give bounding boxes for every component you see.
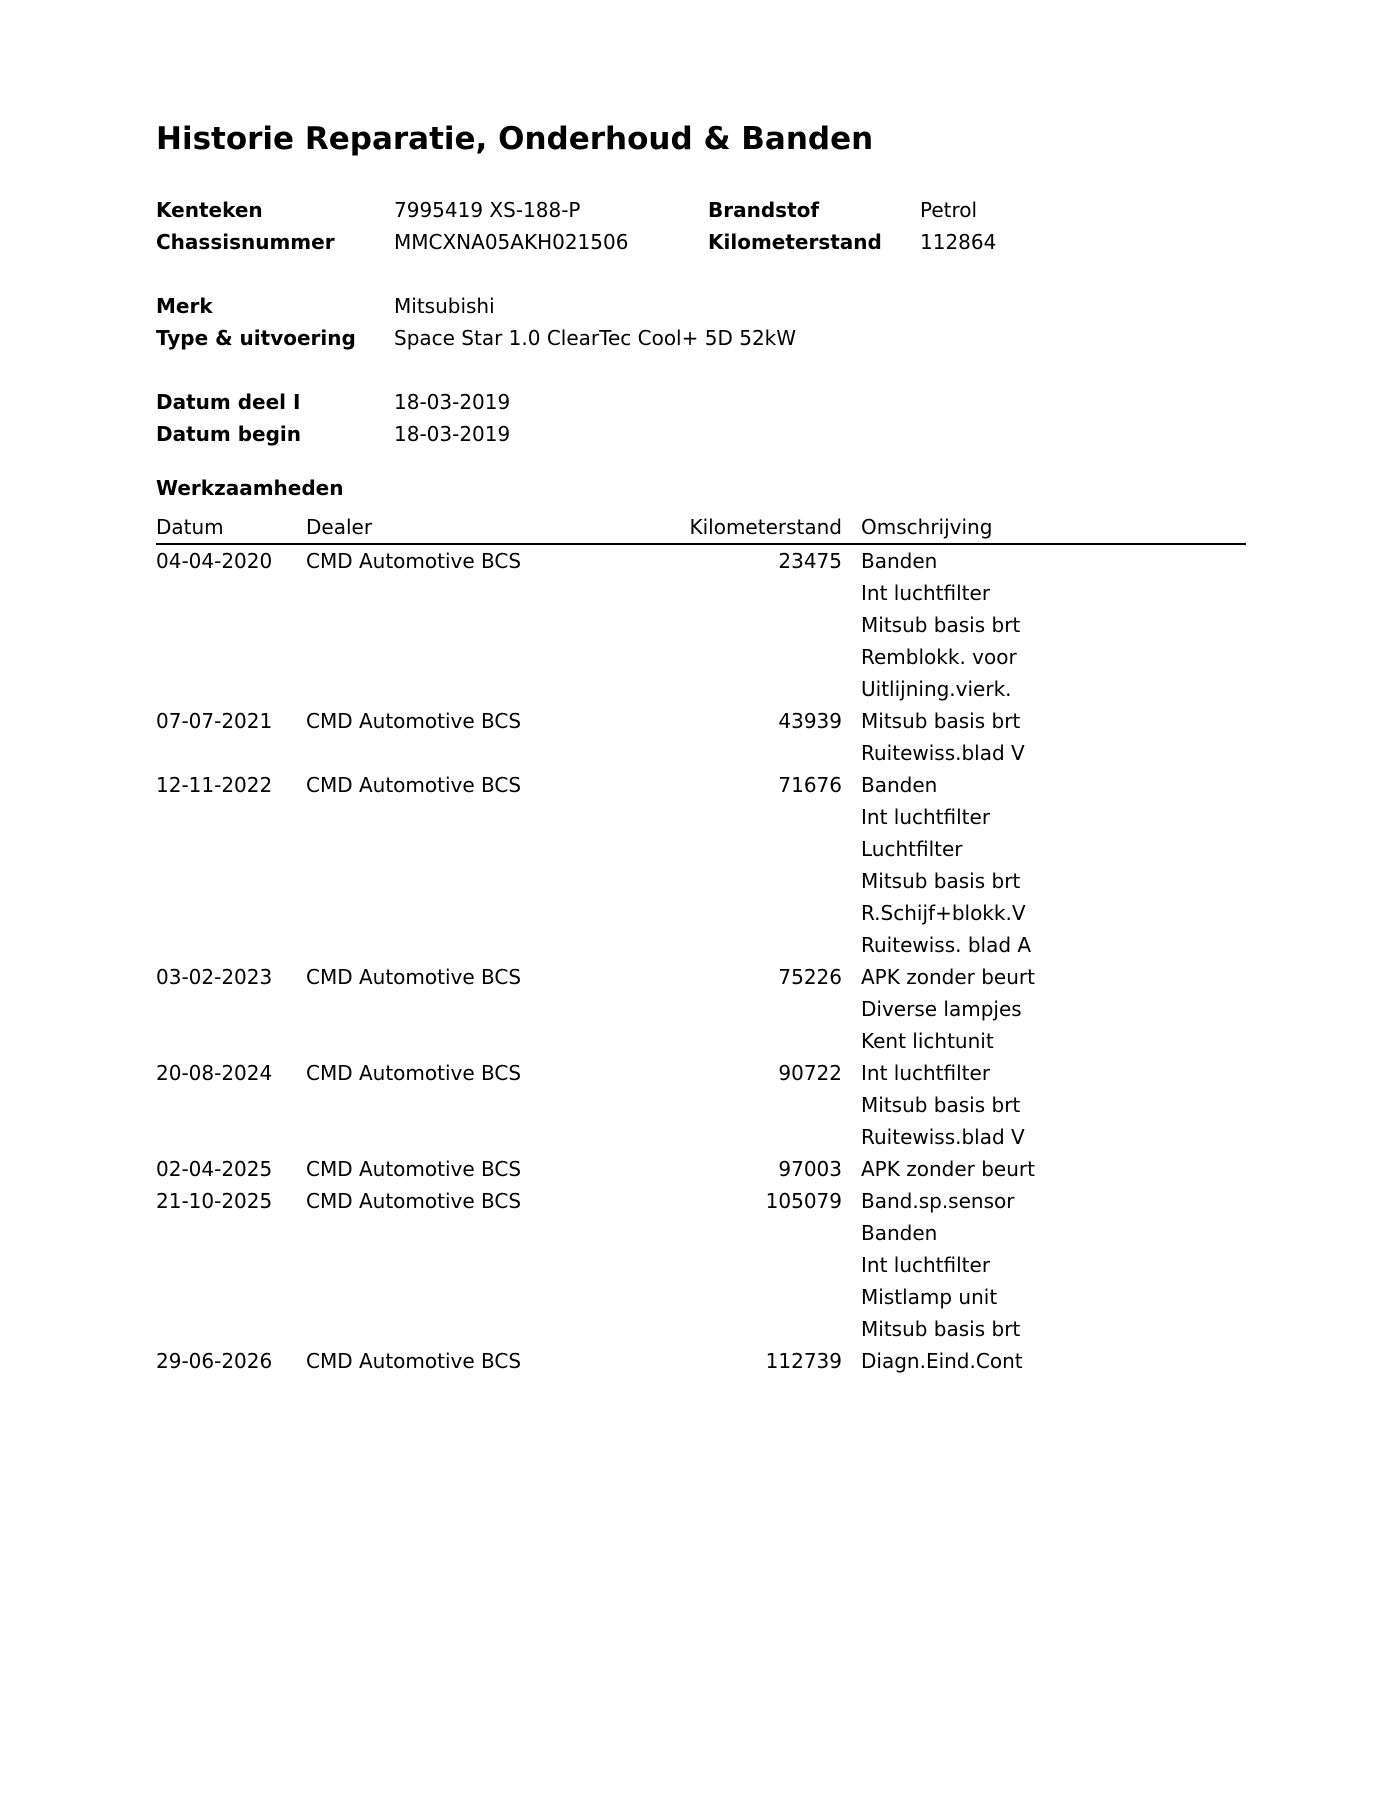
table-row — [156, 1057, 1246, 1153]
table-header — [156, 511, 1246, 545]
row-description-item: Int luchtfilter — [861, 1253, 991, 1277]
row-description-item: APK zonder beurt — [861, 965, 1035, 989]
row-dealer: CMD Automotive BCS — [306, 1349, 522, 1373]
row-description-list — [861, 769, 1031, 961]
row-description-item: Ruitewiss.blad V — [861, 1125, 1025, 1149]
row-date: 03-02-2023 — [156, 965, 273, 989]
row-description-item: Luchtfilter — [861, 837, 963, 861]
type-label: Type & uitvoering — [156, 326, 356, 350]
row-date: 07-07-2021 — [156, 709, 273, 733]
row-dealer: CMD Automotive BCS — [306, 549, 522, 573]
row-date: 04-04-2020 — [156, 549, 273, 573]
datum-begin-value: 18-03-2019 — [394, 422, 511, 446]
brandstof-value: Petrol — [920, 198, 978, 222]
row-description-item: Uitlijning.vierk. — [861, 677, 1012, 701]
row-description-item: Banden — [861, 773, 938, 797]
chassis-value: MMCXNA05AKH021506 — [394, 230, 629, 254]
row-description-item: Mitsub basis brt — [861, 1317, 1021, 1341]
row-description-item: Mistlamp unit — [861, 1285, 998, 1309]
chassis-label: Chassisnummer — [156, 230, 335, 254]
datum-deel-label: Datum deel I — [156, 390, 301, 414]
row-description-list — [861, 1057, 1025, 1153]
row-kilometerstand: 90722 — [778, 1061, 842, 1085]
row-description-item: APK zonder beurt — [861, 1157, 1035, 1181]
row-kilometerstand: 112739 — [765, 1349, 842, 1373]
row-description-list — [861, 1185, 1020, 1345]
row-dealer: CMD Automotive BCS — [306, 1061, 522, 1085]
merk-label: Merk — [156, 294, 213, 318]
row-dealer: CMD Automotive BCS — [306, 1189, 522, 1213]
row-dealer: CMD Automotive BCS — [306, 965, 522, 989]
table-body — [156, 545, 1246, 1377]
row-kilometerstand: 43939 — [778, 709, 842, 733]
row-kilometerstand: 105079 — [765, 1189, 842, 1213]
row-dealer: CMD Automotive BCS — [306, 1157, 522, 1181]
row-description-item: Diagn.Eind.Cont — [861, 1349, 1023, 1373]
row-dealer: CMD Automotive BCS — [306, 773, 522, 797]
table-row — [156, 961, 1246, 1057]
row-kilometerstand: 23475 — [778, 549, 842, 573]
page-title: Historie Reparatie, Onderhoud & Banden — [156, 121, 874, 157]
merk-value: Mitsubishi — [394, 294, 495, 318]
row-description-item: Ruitewiss. blad A — [861, 933, 1032, 957]
row-description-item: Kent lichtunit — [861, 1029, 994, 1053]
table-row — [156, 705, 1246, 769]
row-description-item: Remblokk. voor — [861, 645, 1017, 669]
row-description-item: Mitsub basis brt — [861, 613, 1021, 637]
row-description-item: Mitsub basis brt — [861, 709, 1021, 733]
row-description-item: R.Schijf+blokk.V — [861, 901, 1026, 925]
column-header-km: Kilometerstand — [689, 515, 842, 539]
row-description-list — [861, 705, 1025, 769]
kenteken-label: Kenteken — [156, 198, 263, 222]
row-description-item: Mitsub basis brt — [861, 869, 1021, 893]
kilometerstand-label: Kilometerstand — [708, 230, 882, 254]
section-title-werkzaamheden: Werkzaamheden — [156, 476, 344, 500]
datum-begin-label: Datum begin — [156, 422, 301, 446]
column-header-dealer: Dealer — [306, 515, 373, 539]
kenteken-value: 7995419 XS-188-P — [394, 198, 581, 222]
row-description-list — [861, 1345, 1023, 1377]
brandstof-label: Brandstof — [708, 198, 820, 222]
row-date: 02-04-2025 — [156, 1157, 273, 1181]
row-date: 12-11-2022 — [156, 773, 273, 797]
row-description-list — [861, 1153, 1035, 1185]
table-row — [156, 1153, 1246, 1185]
row-dealer: CMD Automotive BCS — [306, 709, 522, 733]
column-header-desc: Omschrijving — [861, 515, 993, 539]
type-value: Space Star 1.0 ClearTec Cool+ 5D 52kW — [394, 326, 797, 350]
row-description-list — [861, 961, 1035, 1057]
kilometerstand-value: 112864 — [920, 230, 997, 254]
row-description-item: Banden — [861, 1221, 938, 1245]
row-description-item: Diverse lampjes — [861, 997, 1022, 1021]
work-table — [156, 511, 1246, 1377]
row-description-item: Banden — [861, 549, 938, 573]
datum-deel-value: 18-03-2019 — [394, 390, 511, 414]
row-description-item: Int luchtfilter — [861, 1061, 991, 1085]
row-description-item: Band.sp.sensor — [861, 1189, 1015, 1213]
column-header-date: Datum — [156, 515, 224, 539]
table-row — [156, 1185, 1246, 1345]
row-date: 29-06-2026 — [156, 1349, 273, 1373]
table-row — [156, 545, 1246, 705]
row-description-item: Ruitewiss.blad V — [861, 741, 1025, 765]
table-row — [156, 1345, 1246, 1377]
row-description-item: Int luchtfilter — [861, 581, 991, 605]
row-description-list — [861, 545, 1020, 705]
row-date: 21-10-2025 — [156, 1189, 273, 1213]
row-description-item: Int luchtfilter — [861, 805, 991, 829]
row-description-item: Mitsub basis brt — [861, 1093, 1021, 1117]
row-kilometerstand: 71676 — [778, 773, 842, 797]
row-kilometerstand: 97003 — [778, 1157, 842, 1181]
row-date: 20-08-2024 — [156, 1061, 273, 1085]
table-row — [156, 769, 1246, 961]
row-kilometerstand: 75226 — [778, 965, 842, 989]
